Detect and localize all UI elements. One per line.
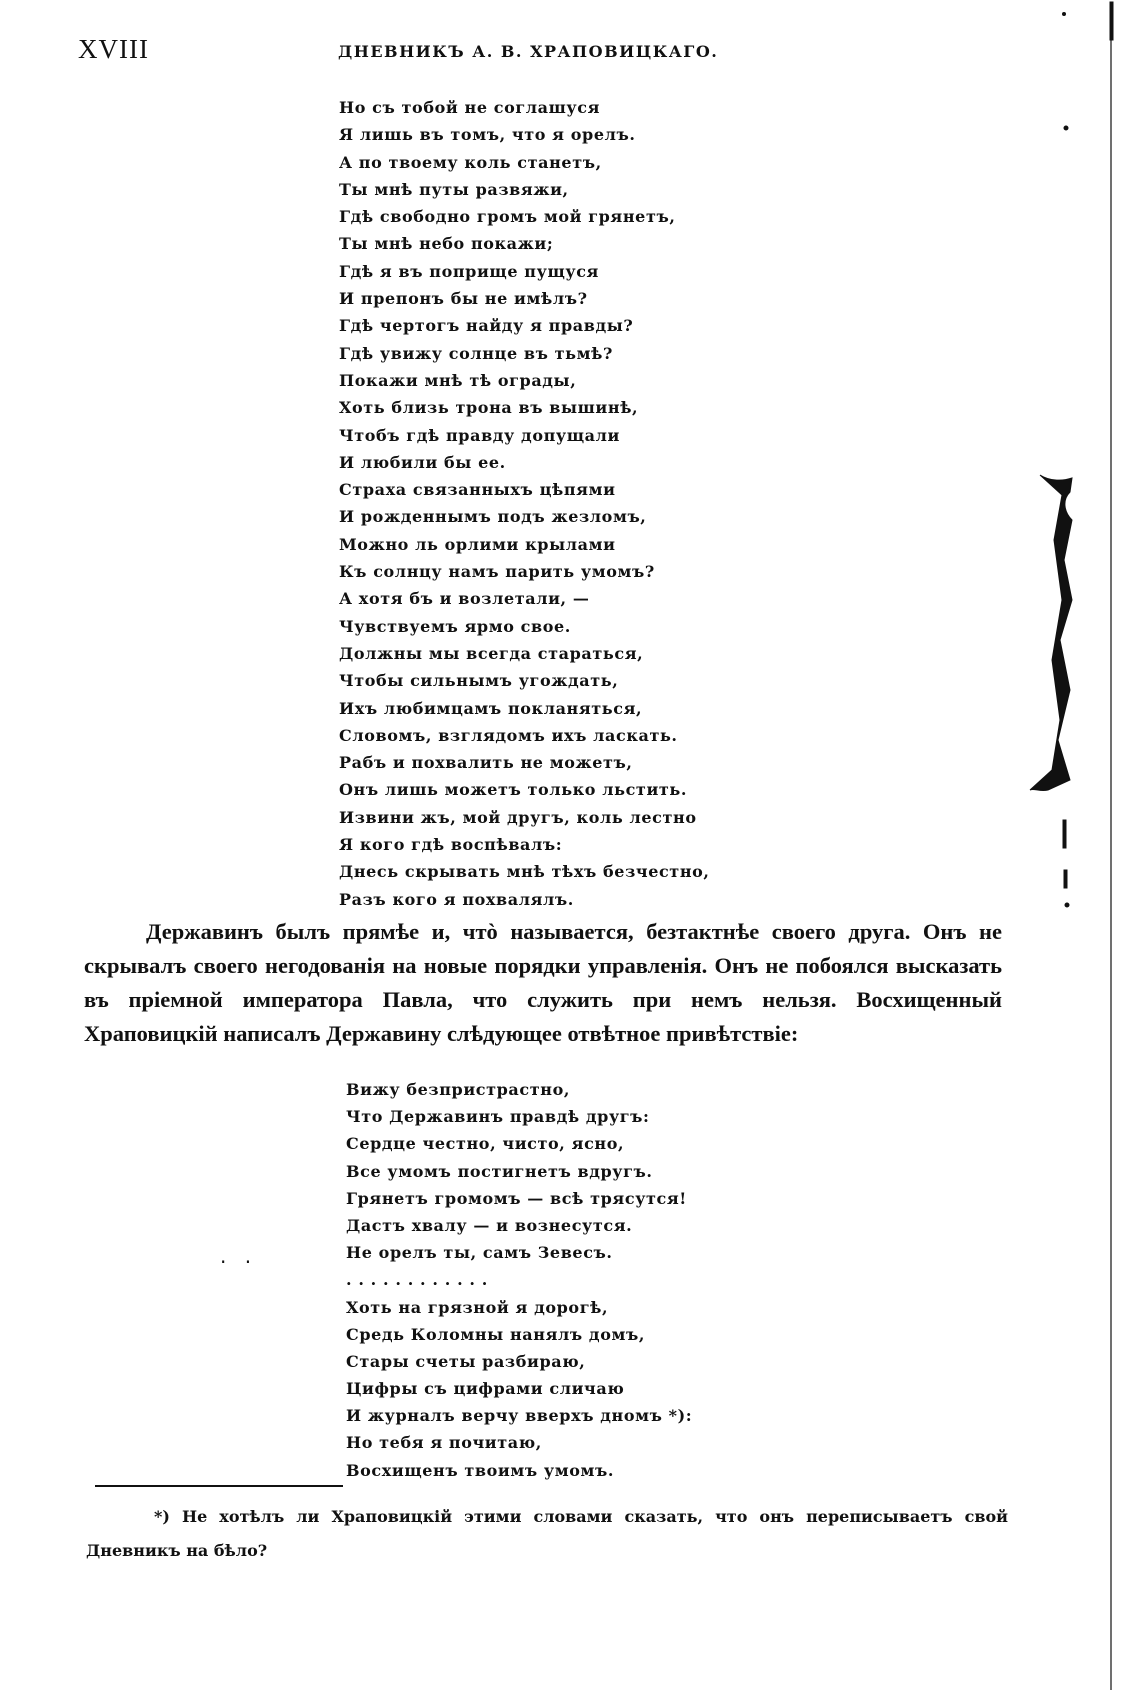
verse-line: Но тебя я почитаю, — [346, 1433, 542, 1453]
verse-block-2 — [346, 1076, 692, 1484]
footnote: *) Не хотѣлъ ли Храповицкій этими словами сказать, что онъ переписываетъ свой Дневникъ на бѣло? — [86, 1507, 1008, 1560]
margin-mark — [1063, 820, 1066, 848]
page-number: XVIII — [78, 34, 149, 64]
verse-line: Гдѣ я въ поприще пущуся — [339, 261, 599, 281]
margin-mark — [1064, 870, 1067, 888]
verse-line: А хотя бъ и возлетали, — — [339, 589, 590, 609]
verse-line: Гдѣ увижу солнце въ тьмѣ? — [339, 343, 613, 363]
verse-line: Не орелъ ты, самъ Зевесъ. — [346, 1243, 613, 1263]
verse-line: Что Державинъ правдѣ другъ: — [346, 1107, 650, 1127]
verse-line: Стары счеты разбираю, — [346, 1351, 586, 1371]
verse-line: И журналъ верчу вверхъ дномъ *): — [346, 1406, 693, 1426]
verse-line: И препонъ бы не имѣлъ? — [339, 289, 588, 309]
verse-line: Извини жъ, мой другъ, коль лестно — [339, 807, 697, 827]
verse-line: А по твоему коль станетъ, — [339, 152, 602, 172]
edge-line-top — [1110, 2, 1113, 40]
ellipsis-line: . . . . . . . . . . . . — [346, 1270, 488, 1290]
verse-line: Средь Коломны нанялъ домъ, — [346, 1324, 646, 1344]
verse-line: Ты мнѣ путы развяжи, — [339, 179, 569, 199]
verse-line: Гдѣ чертогъ найду я правды? — [339, 316, 634, 336]
page-header — [78, 34, 1058, 74]
verse-block-1 — [339, 94, 710, 913]
verse-line: Я лишь въ томъ, что я орелъ. — [339, 125, 636, 145]
verse-line: Вижу безпристрастно, — [346, 1080, 571, 1099]
verse-line: Днесь скрывать мнѣ тѣхъ безчестно, — [339, 862, 710, 882]
margin-blot — [1030, 475, 1072, 791]
speck — [1065, 903, 1069, 907]
verse-line: Къ солнцу намъ парить умомъ? — [339, 562, 655, 582]
stray-dots: . . — [220, 1244, 258, 1268]
verse-line: Хоть близь трона въ вышинѣ, — [339, 398, 639, 418]
speck — [1064, 126, 1068, 130]
verse-line: Чтобъ гдѣ правду допущали — [339, 425, 620, 445]
verse-line: Дастъ хвалу — и вознесутся. — [346, 1215, 633, 1235]
verse-line: Ихъ любимцамъ покланяться, — [339, 698, 643, 718]
verse-line: Рабъ и похвалить не можетъ, — [339, 753, 633, 773]
verse-line: Разъ кого я похвалялъ. — [339, 889, 574, 909]
speck — [1063, 13, 1066, 16]
verse-line: Гдѣ свободно громъ мой грянетъ, — [339, 207, 676, 227]
verse-line: Грянетъ громомъ — всѣ трясутся! — [346, 1188, 687, 1208]
verse-line: Чувствуемъ ярмо свое. — [339, 616, 571, 636]
footnote-rule — [95, 1485, 343, 1487]
verse-line: Страха связанныхъ цѣпями — [339, 480, 616, 500]
verse-line: Восхищенъ твоимъ умомъ. — [346, 1460, 615, 1480]
verse-line: И рожденнымъ подъ жезломъ, — [339, 507, 647, 527]
verse-line: Покажи мнѣ тѣ ограды, — [339, 370, 577, 390]
verse-line: Я кого гдѣ воспѣвалъ: — [339, 835, 563, 855]
verse-line: Онъ лишь можетъ только льстить. — [339, 780, 688, 800]
verse-line: Словомъ, взглядомъ ихъ ласкать. — [339, 725, 678, 745]
verse-line: Чтобы сильнымъ угождать, — [339, 671, 619, 691]
running-head: ДНЕВНИКЪ А. В. ХРАПОВИЦКАГО. — [338, 42, 719, 61]
verse-line: Хоть на грязной я дорогѣ, — [346, 1297, 609, 1317]
verse-line: Можно ль орлими крылами — [339, 534, 616, 554]
prose-paragraph: Державинъ былъ прямѣе и, чтò называется, безтактнѣе своего друга. Онъ не скрывалъ своего негодованія на новые порядки управленія. Онъ не побоялся высказать въ пріемной императора Павла, что служить при немъ нельзя. Восхищенный Храповицкій написалъ Державину слѣдующее отвѣтное привѣтствіе: — [84, 919, 1002, 1046]
verse-line: Должны мы всегда стараться, — [339, 643, 644, 663]
verse-line: Цифры съ цифрами сличаю — [346, 1379, 625, 1399]
verse-line: Сердце честно, чисто, ясно, — [346, 1134, 625, 1154]
verse-line: Все умомъ постигнетъ вдругъ. — [346, 1161, 653, 1181]
verse-line: Но съ тобой не соглашуся — [339, 98, 601, 117]
verse-line: Ты мнѣ небо покажи; — [339, 234, 554, 254]
verse-line: И любили бы ее. — [339, 452, 506, 472]
